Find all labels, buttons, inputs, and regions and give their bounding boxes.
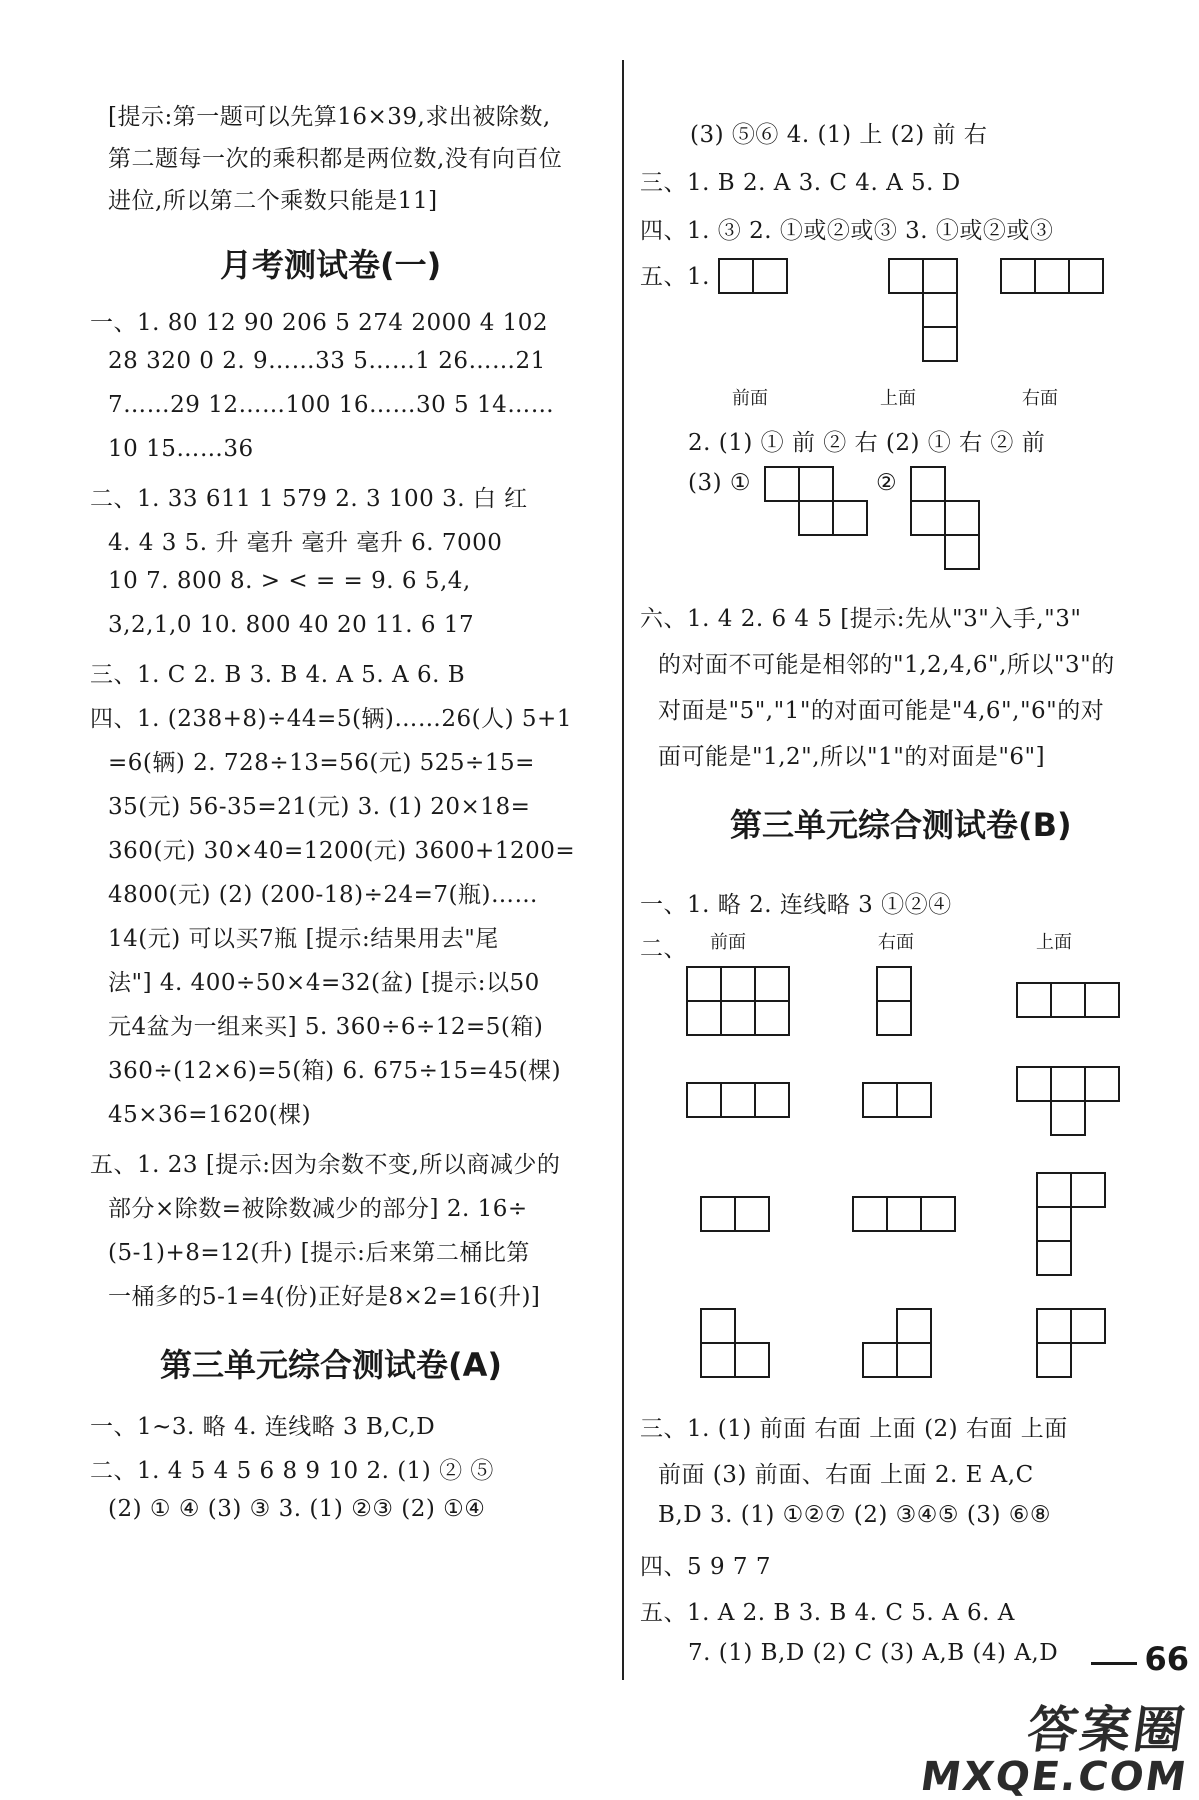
watermark-url: MXQE.COM <box>917 1754 1191 1800</box>
answer-line: 360(元) 30×40=1200(元) 3600+1200= <box>108 838 576 864</box>
answer-line: 三、1. C 2. B 3. B 4. A 5. A 6. B <box>90 662 466 688</box>
answer-line: 部分×除数=被除数减少的部分] 2. 16÷ <box>108 1196 528 1222</box>
answer-line: 28 320 0 2. 9……33 5……1 26……21 <box>108 348 546 374</box>
answer-line: 4800(元) (2) (200-18)÷24=7(瓶)…… <box>108 882 538 908</box>
answer-line: 一、1~3. 略 4. 连线略 3 B,C,D <box>90 1414 436 1440</box>
answer-line: 3,2,1,0 10. 800 40 20 11. 6 17 <box>108 612 475 638</box>
answer-line: 14(元) 可以买7瓶 [提示:结果用去"尾 <box>108 926 499 952</box>
answer-line: 10 7. 800 8. > < = = 9. 6 5,4, <box>108 568 471 594</box>
answer-line: B,D 3. (1) ①②⑦ (2) ③④⑤ (3) ⑥⑧ <box>658 1502 1051 1528</box>
watermark-logo-text: 答案圈 <box>1023 1701 1191 1759</box>
answer-line: 对面是"5","1"的对面可能是"4,6","6"的对 <box>658 698 1105 724</box>
answer-line: 四、1. (238+8)÷44=5(辆)……26(人) 5+1 <box>90 706 572 732</box>
answer-line: 2. (1) ① 前 ② 右 (2) ① 右 ② 前 <box>688 430 1046 456</box>
answer-line: =6(辆) 2. 728÷13=56(元) 525÷15= <box>108 750 535 776</box>
view-label: 前面 <box>732 388 768 409</box>
answer-line: 三、1. (1) 前面 右面 上面 (2) 右面 上面 <box>640 1416 1068 1442</box>
section-heading: 第三单元综合测试卷(A) <box>160 1346 503 1384</box>
page-number: 66 <box>1144 1640 1189 1678</box>
answer-line: 二、1. 4 5 4 5 6 8 9 10 2. (1) ② ⑤ <box>90 1458 494 1484</box>
answer-line: ② <box>876 470 898 496</box>
answer-line: 面可能是"1,2",所以"1"的对面是"6"] <box>658 744 1046 770</box>
answer-line: 五、1. 23 [提示:因为余数不变,所以商减少的 <box>90 1152 561 1178</box>
answer-line: 法"] 4. 400÷50×4=32(盆) [提示:以50 <box>108 970 540 996</box>
answer-line: 元4盆为一组来买] 5. 360÷6÷12=5(箱) <box>108 1014 544 1040</box>
view-label: 上面 <box>880 388 916 409</box>
view-label: 右面 <box>1022 388 1058 409</box>
answer-line: (5-1)+8=12(升) [提示:后来第二桶比第 <box>108 1240 530 1266</box>
answer-line: 7. (1) B,D (2) C (3) A,B (4) A,D <box>688 1640 1059 1666</box>
column-label: 右面 <box>878 932 914 953</box>
answer-line: 一、1. 略 2. 连线略 3 ①②④ <box>640 892 952 918</box>
section-heading: 第三单元综合测试卷(B) <box>730 806 1072 844</box>
column-divider <box>622 60 624 1680</box>
answer-line: 二、1. 33 611 1 579 2. 3 100 3. 白 红 <box>90 486 528 512</box>
page-number-dash <box>1091 1662 1137 1665</box>
section-heading: 月考测试卷(一) <box>220 246 442 284</box>
answer-line: 45×36=1620(棵) <box>108 1102 312 1128</box>
answer-line: 一桶多的5-1=4(份)正好是8×2=16(升)] <box>108 1284 541 1310</box>
answer-line: (2) ① ④ (3) ③ 3. (1) ②③ (2) ①④ <box>108 1496 486 1522</box>
answer-line: 前面 (3) 前面、右面 上面 2. E A,C <box>658 1462 1034 1488</box>
answer-line: 四、1. ③ 2. ①或②或③ 3. ①或②或③ <box>640 218 1054 244</box>
watermark <box>917 1690 1191 1800</box>
answer-line: 360÷(12×6)=5(箱) 6. 675÷15=45(棵) <box>108 1058 562 1084</box>
answer-line: 五、1. A 2. B 3. B 4. C 5. A 6. A <box>640 1600 1015 1626</box>
answer-line: 五、1. <box>640 264 710 290</box>
answer-line: (3) ⑤⑥ 4. (1) 上 (2) 前 右 <box>690 122 988 148</box>
column-label: 上面 <box>1036 932 1072 953</box>
answer-line: (3) ① <box>688 470 752 496</box>
answer-line: 二、 <box>640 936 687 962</box>
answer-line: 7……29 12……100 16……30 5 14…… <box>108 392 555 418</box>
hint-line: [提示:第一题可以先算16×39,求出被除数, <box>108 104 551 130</box>
answer-line: 35(元) 56-35=21(元) 3. (1) 20×18= <box>108 794 531 820</box>
answer-line: 四、5 9 7 7 <box>640 1554 771 1580</box>
column-label: 前面 <box>710 932 746 953</box>
answer-line: 4. 4 3 5. 升 毫升 毫升 毫升 6. 7000 <box>108 530 503 556</box>
hint-line: 进位,所以第二个乘数只能是11] <box>108 188 438 214</box>
answer-line: 一、1. 80 12 90 206 5 274 2000 4 102 <box>90 310 549 336</box>
answer-line: 六、1. 4 2. 6 4 5 [提示:先从"3"入手,"3" <box>640 606 1082 632</box>
answer-line: 10 15……36 <box>108 436 254 462</box>
hint-line: 第二题每一次的乘积都是两位数,没有向百位 <box>108 146 563 172</box>
answer-line: 三、1. B 2. A 3. C 4. A 5. D <box>640 170 961 196</box>
answer-line: 的对面不可能是相邻的"1,2,4,6",所以"3"的 <box>658 652 1115 678</box>
